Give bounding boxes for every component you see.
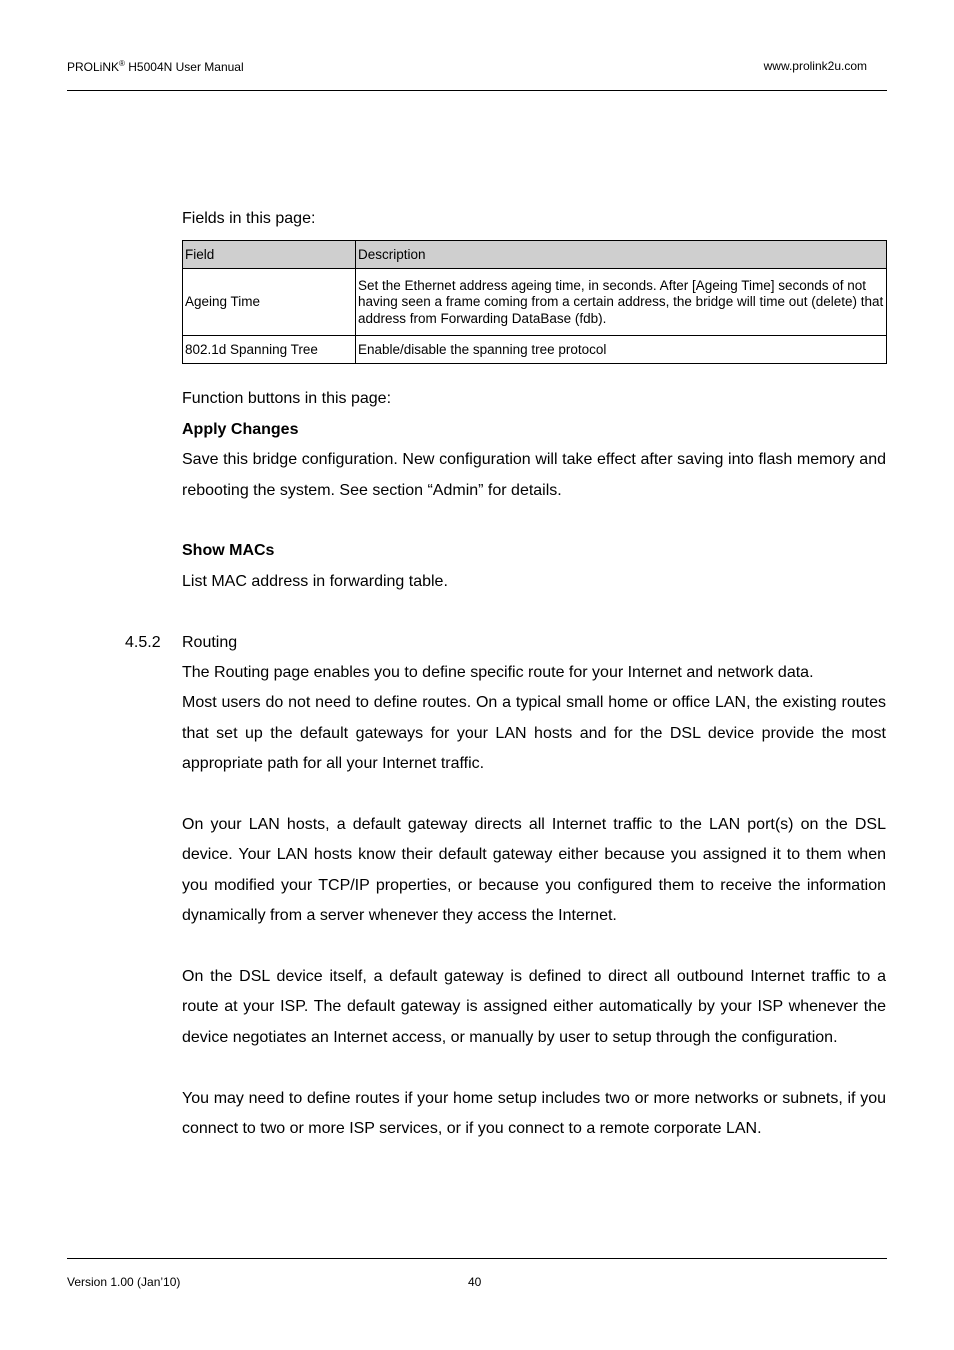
table-cell-description: Enable/disable the spanning tree protocol — [356, 336, 887, 364]
routing-paragraph-3: On your LAN hosts, a default gateway directs all Internet traffic to the LAN port(s) on the DSL device. Your LAN hosts know their default gateway either because you assigned it to them when you modified your TCP/IP properties, or because you configured them to receive the information dynamically from a server whenever they access the Internet. — [182, 816, 886, 925]
page-number: 40 — [468, 1275, 482, 1289]
routing-section-number: 4.5.2 — [125, 633, 161, 651]
routing-section-title: Routing — [182, 633, 238, 651]
version-label: Version 1.00 (Jan’10) — [67, 1275, 181, 1289]
buttons-intro: Function buttons in this page: — [182, 390, 392, 408]
routing-paragraph-5: You may need to define routes if your home setup includes two or more networks or subnets, if you connect to two or more ISP services, or if you connect to a remote corporate LAN. — [182, 1089, 886, 1138]
show-macs-text: List MAC address in forwarding table. — [182, 572, 448, 590]
table-cell-field: 802.1d Spanning Tree — [183, 336, 356, 364]
website-url: www.prolink2u.com — [763, 59, 867, 73]
table-header-row — [183, 241, 887, 269]
table-row — [183, 269, 887, 336]
manual-title-rest: H5004N User Manual — [124, 60, 244, 74]
routing-paragraph-2: Most users do not need to define routes. On a typical small home or office LAN, the existing routes that set up the default gateways for your LAN hosts and for the DSL device provide the most appropriate path for all your Internet traffic. — [182, 694, 886, 773]
fields-intro: Fields in this page: — [182, 210, 316, 227]
page-header — [67, 58, 887, 91]
table-cell-field: Ageing Time — [183, 269, 356, 336]
table-header-field: Field — [183, 241, 356, 269]
table-header-description: Description — [356, 241, 887, 269]
fields-table — [182, 240, 887, 364]
show-macs-title: Show MACs — [182, 542, 275, 560]
brand-name: PROLiNK — [67, 60, 120, 74]
routing-paragraph-4: On the DSL device itself, a default gateway is defined to direct all outbound Internet traffic to a route at your ISP. The default gateway is assigned either automatically by your ISP whenever the device negotiates an Internet access, or manually by user to setup through the configuration. — [182, 968, 886, 1046]
manual-title — [67, 59, 244, 74]
table-row — [183, 336, 887, 364]
apply-changes-text: Save this bridge configuration. New configuration will take effect after saving into flash memory and rebooting the system. See section “Admin” for details. — [182, 451, 886, 499]
routing-section-heading — [125, 628, 886, 658]
page-content — [125, 204, 886, 1144]
page-footer — [67, 1258, 887, 1289]
table-cell-description: Set the Ethernet address ageing time, in seconds. After [Ageing Time] seconds of not having seen a frame coming from a certain address, the bridge will time out (delete) that address from Forwarding DataBase (fdb). — [356, 269, 887, 336]
routing-paragraph-1: The Routing page enables you to define specific route for your Internet and network data. — [182, 664, 814, 682]
apply-changes-title: Apply Changes — [182, 420, 299, 438]
registered-mark: ® — [119, 59, 125, 68]
